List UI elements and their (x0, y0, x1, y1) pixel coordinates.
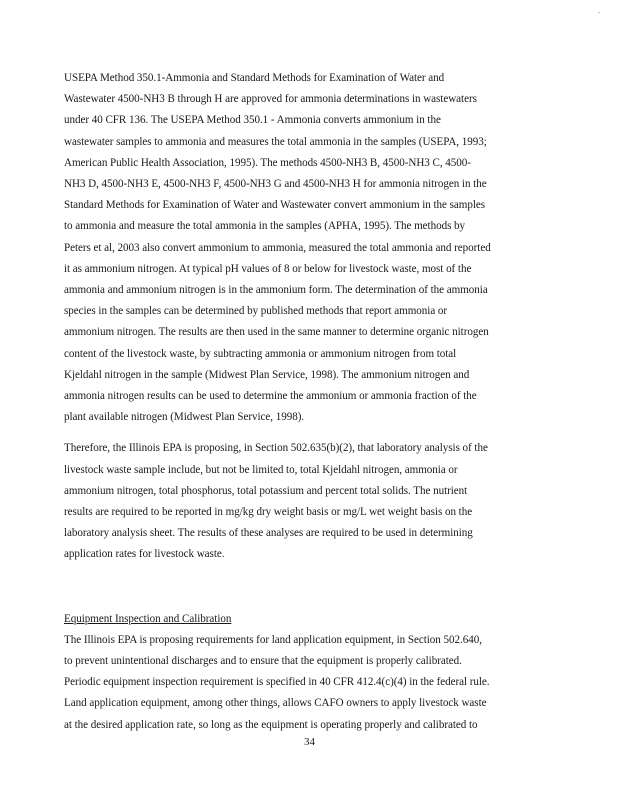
text-line: application rates for livestock waste. (64, 548, 225, 561)
text-line: plant available nitrogen (Midwest Plan Service, 1998). (64, 411, 305, 424)
text-line: ammonium nitrogen, total phosphorus, total potassium and percent total solids. The nutrient (64, 484, 468, 497)
text-line: content of the livestock waste, by subtracting ammonia or ammonium nitrogen from total (64, 347, 457, 360)
text-line: Therefore, the Illinois EPA is proposing, in Section 502.635(b)(2), that laboratory analysis of the (64, 442, 488, 455)
page-number: 34 (304, 736, 315, 748)
text-line: ammonium nitrogen. The results are then used in the same manner to determine organic nitrogen (64, 326, 489, 339)
text-line: ammonia and ammonium nitrogen is in the ammonium form. The determination of the ammonia (64, 284, 488, 297)
text-line: species in the samples can be determined by published methods that report ammonia or (64, 305, 448, 318)
paragraph-ammonia-methods (64, 68, 554, 428)
text-line: Land application equipment, among other things, allows CAFO owners to apply livestock waste (64, 697, 487, 710)
text-line: Kjeldahl nitrogen in the sample (Midwest Plan Service, 1998). The ammonium nitrogen and (64, 368, 470, 381)
text-line: wastewater samples to ammonia and measures the total ammonia in the samples (USEPA, 1993; (64, 135, 487, 148)
text-line: NH3 D, 4500-NH3 E, 4500-NH3 F, 4500-NH3 G and 4500-NH3 H for ammonia nitrogen in the (64, 178, 487, 191)
paragraph-lab-analysis (64, 438, 554, 565)
text-line: Periodic equipment inspection requirement is specified in 40 CFR 412.4(c)(4) in the federal rule. (64, 676, 490, 689)
text-line: results are required to be reported in mg/kg dry weight basis or mg/L wet weight basis on the (64, 506, 473, 519)
text-line: Peters et al, 2003 also convert ammonium to ammonia, measured the total ammonia and reported (64, 241, 491, 254)
section-equipment-inspection (64, 609, 554, 736)
text-line: ammonia nitrogen results can be used to determine the ammonium or ammonia fraction of the (64, 390, 477, 403)
text-line: under 40 CFR 136. The USEPA Method 350.1 - Ammonia converts ammonium in the (64, 114, 441, 127)
text-line: it as ammonium nitrogen. At typical pH values of 8 or below for livestock waste, most of the (64, 262, 472, 275)
text-line: Wastewater 4500-NH3 B through H are approved for ammonia determinations in wastewaters (64, 93, 477, 106)
paragraph-spacer (64, 428, 554, 438)
text-line: livestock waste sample include, but not be limited to, total Kjeldahl nitrogen, ammonia or (64, 463, 458, 476)
section-heading: Equipment Inspection and Calibration (64, 612, 232, 625)
corner-mark: . (598, 6, 600, 15)
text-line: American Public Health Association, 1995). The methods 4500-NH3 B, 4500-NH3 C, 4500- (64, 156, 471, 169)
text-line: Standard Methods for Examination of Water and Wastewater convert ammonium in the samples (64, 199, 486, 212)
section-spacer (64, 566, 554, 609)
text-line: USEPA Method 350.1-Ammonia and Standard Methods for Examination of Water and (64, 72, 445, 84)
text-line: to prevent unintentional discharges and to ensure that the equipment is properly calibrated. (64, 655, 462, 668)
text-line: The Illinois EPA is proposing requirements for land application equipment, in Section 502.640, (64, 633, 482, 646)
page-content (64, 68, 554, 736)
text-line: to ammonia and measure the total ammonia in the samples (APHA, 1995). The methods by (64, 220, 466, 233)
text-line: laboratory analysis sheet. The results of these analyses are required to be used in determining (64, 527, 473, 540)
text-line: at the desired application rate, so long as the equipment is operating properly and calibrated to (64, 718, 478, 731)
